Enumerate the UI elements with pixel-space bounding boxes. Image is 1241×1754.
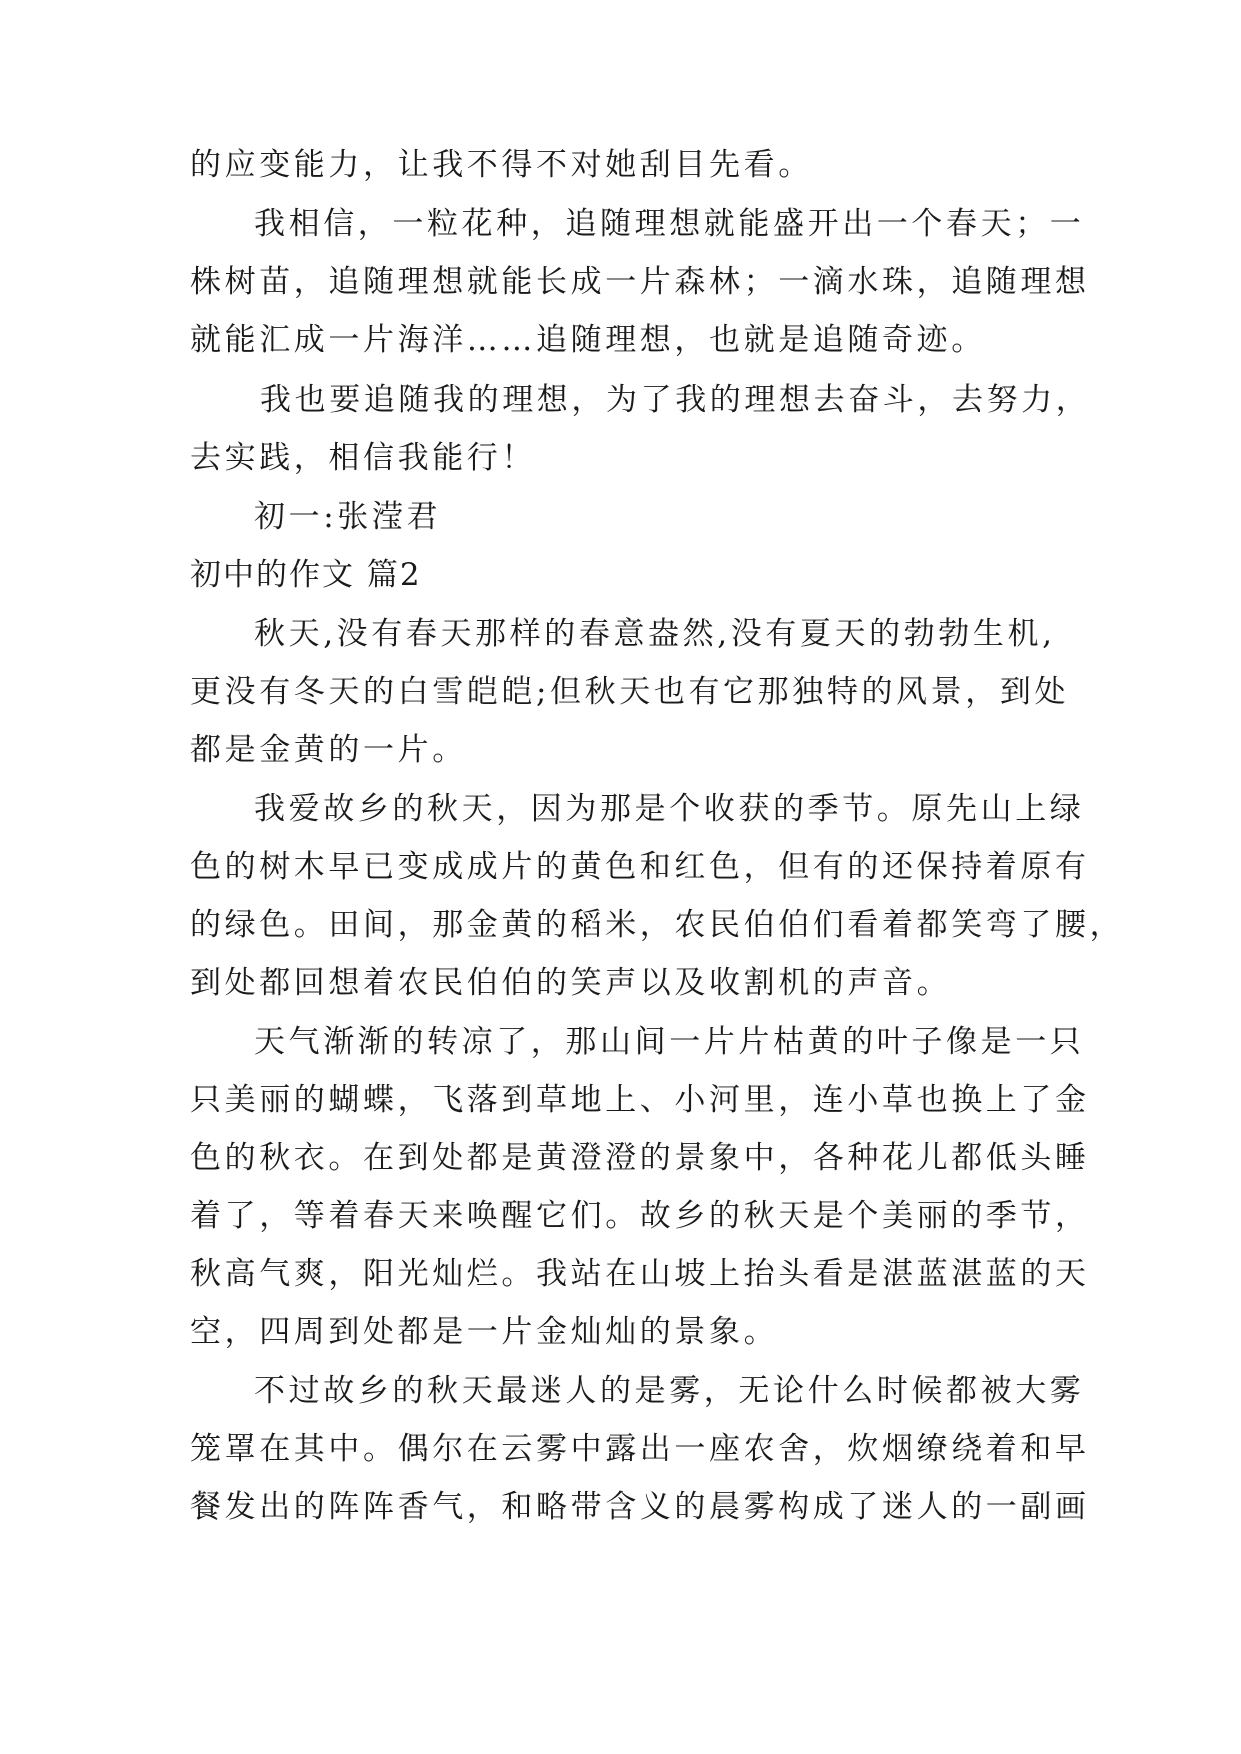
paragraph-line: 我也要追随我的理想，为了我的理想去奋斗，去努力， — [260, 382, 1091, 418]
paragraph-line: 餐发出的阵阵香气，和略带含义的晨雾构成了迷人的一副画 — [190, 1489, 1090, 1525]
paragraph-line: 只美丽的蝴蝶，飞落到草地上、小河里，连小草也换上了金 — [190, 1082, 1090, 1118]
paragraph-line: 我相信，一粒花种，追随理想就能盛开出一个春天；一 — [254, 206, 1085, 242]
paragraph-line: 色的树木早已变成成片的黄色和红色，但有的还保持着原有 — [190, 849, 1090, 885]
paragraph-line: 空，四周到处都是一片金灿灿的景象。 — [190, 1314, 779, 1350]
author-signature: 初一:张滢君 — [254, 499, 442, 535]
paragraph-line: 就能汇成一片海洋……追随理想，也就是追随奇迹。 — [190, 322, 986, 358]
paragraph-line: 的应变能力，让我不得不对她刮目先看。 — [190, 147, 813, 183]
paragraph-line: 着了，等着春天来唤醒它们。故乡的秋天是个美丽的季节， — [190, 1198, 1090, 1234]
paragraph-line: 更没有冬天的白雪皑皑;但秋天也有它那独特的风景，到处 — [190, 674, 1070, 710]
paragraph-line: 秋高气爽，阳光灿烂。我站在山坡上抬头看是湛蓝湛蓝的天 — [190, 1256, 1090, 1292]
paragraph-line: 天气渐渐的转凉了，那山间一片片枯黄的叶子像是一只 — [254, 1024, 1085, 1060]
paragraph-line: 的绿色。田间，那金黄的稻米，农民伯伯们看着都笑弯了腰， — [190, 907, 1125, 943]
paragraph-line: 都是金黄的一片。 — [190, 732, 467, 768]
paragraph-line: 去实践，相信我能行！ — [190, 440, 536, 476]
paragraph-line: 色的秋衣。在到处都是黄澄澄的景象中，各种花儿都低头睡 — [190, 1140, 1090, 1176]
paragraph-line: 笼罩在其中。偶尔在云雾中露出一座农舍，炊烟缭绕着和早 — [190, 1431, 1090, 1467]
section-title: 初中的作文 篇2 — [190, 557, 422, 593]
paragraph-line: 不过故乡的秋天最迷人的是雾，无论什么时候都被大雾 — [254, 1373, 1085, 1409]
paragraph-line: 秋天,没有春天那样的春意盎然,没有夏天的勃勃生机, — [254, 616, 1056, 652]
paragraph-line: 株树苗，追随理想就能长成一片森林；一滴水珠，追随理想 — [190, 264, 1090, 300]
paragraph-line: 到处都回想着农民伯伯的笑声以及收割机的声音。 — [190, 965, 952, 1001]
paragraph-line: 我爱故乡的秋天，因为那是个收获的季节。原先山上绿 — [254, 791, 1085, 827]
